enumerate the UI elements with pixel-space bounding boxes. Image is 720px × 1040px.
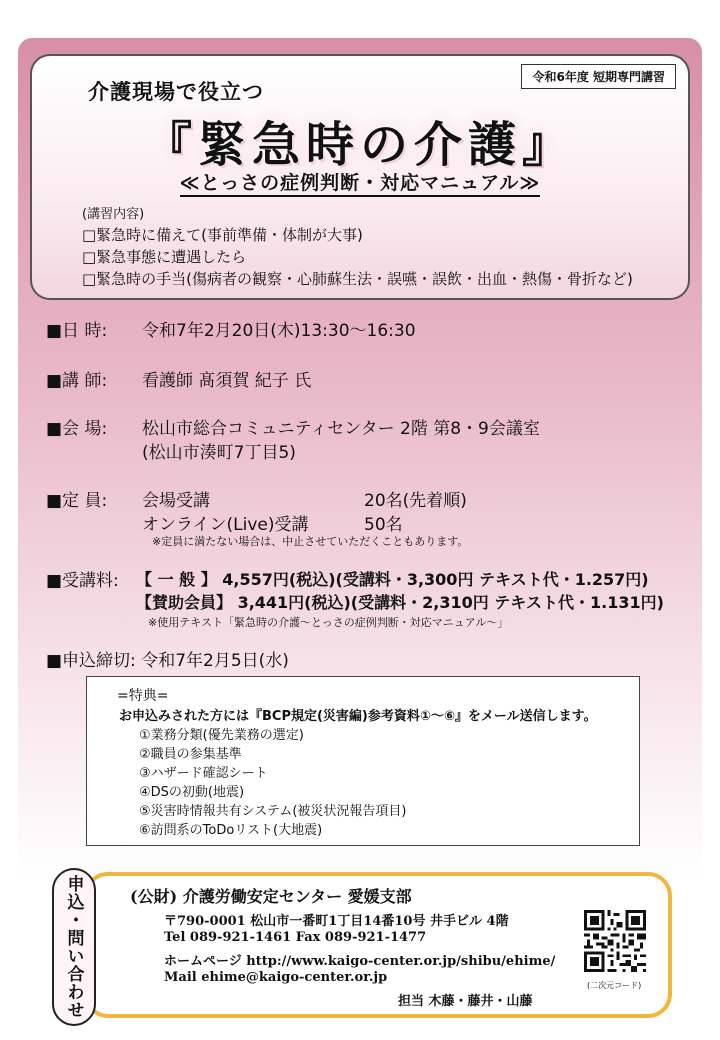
postal-address: 〒790-0001 松山市一番町1丁目14番10号 井手ビル 4階 bbox=[164, 914, 509, 929]
capacity-venue: 会場受講 bbox=[142, 491, 210, 511]
perks-list bbox=[139, 726, 407, 840]
capacity-online: オンライン(Live)受講 bbox=[142, 515, 309, 535]
course-contents bbox=[82, 206, 633, 290]
date-row bbox=[46, 316, 416, 341]
capacity-label: ■定 員: bbox=[46, 491, 108, 511]
perk-item: ⑤災害時情報共有システム(被災状況報告項目) bbox=[139, 804, 407, 819]
venue-address: (松山市湊町7丁目5) bbox=[142, 443, 296, 463]
contents-caption: (講習内容) bbox=[82, 207, 145, 222]
lead-text: 介護現場で役立つ bbox=[88, 80, 264, 104]
organization-name: (公財) 介護労働安定センター 愛媛支部 bbox=[130, 887, 412, 906]
fee-label: ■受講料: bbox=[46, 571, 119, 591]
apply-inquiry-label bbox=[52, 868, 96, 1026]
venue-row bbox=[46, 414, 540, 439]
subtitle-text: ≪とっさの症例判断・対応マニュアル≫ bbox=[180, 172, 541, 197]
perk-item: ④DSの初動(地震) bbox=[139, 785, 245, 800]
deadline-text: ■申込締切: 令和7年2月5日(水) bbox=[46, 651, 289, 671]
subtitle bbox=[32, 168, 688, 195]
apply-inquiry-text: 申込・問い合わせ bbox=[63, 875, 84, 1019]
title-panel bbox=[30, 54, 690, 300]
fee-member: 【賛助会員】 3,441円(税込)(受講料・2,310円 テキスト代・1.131円) bbox=[136, 593, 664, 612]
contents-item: □緊急時に備えて(事前準備・体制が大事) bbox=[82, 226, 363, 244]
staff-names: 担当 木藤・藤井・山藤 bbox=[398, 994, 533, 1009]
perk-item: ③ハザード確認シート bbox=[139, 766, 268, 781]
capacity-row bbox=[46, 486, 210, 511]
fee-note: ※使用テキスト「緊急時の介護〜とっさの症例判断・対応マニュアル〜」 bbox=[148, 616, 509, 629]
perks-lead: お申込みされた方には『BCP規定(災害編)参考資料①〜⑥』をメール送信します。 bbox=[119, 709, 597, 724]
perks-title: =特典= bbox=[117, 688, 169, 704]
deadline-row bbox=[46, 646, 289, 671]
venue-value: 松山市総合コミュニティセンター 2階 第8・9会議室 bbox=[142, 419, 540, 439]
qr-caption: (二次元コード) bbox=[587, 981, 642, 990]
contents-item: □緊急事態に遭遇したら bbox=[82, 248, 247, 266]
contents-item: □緊急時の手当(傷病者の観察・心肺蘇生法・誤嚥・誤飲・出血・熱傷・骨折など) bbox=[82, 270, 633, 288]
capacity-venue-num: 20名(先着順) bbox=[364, 491, 467, 511]
date-value: 令和7年2月20日(木)13:30〜16:30 bbox=[142, 321, 416, 341]
capacity-online-num: 50名 bbox=[364, 515, 403, 535]
lecturer-value: 看護師 髙須賀 紀子 氏 bbox=[142, 371, 312, 391]
venue-label: ■会 場: bbox=[46, 419, 108, 439]
perks-box bbox=[86, 676, 640, 846]
course-badge: 令和6年度 短期専門講習 bbox=[521, 64, 676, 89]
capacity-note: ※定員に満たない場合は、中止させていただくこともあります。 bbox=[152, 535, 469, 548]
perk-item: ①業務分類(優先業務の選定) bbox=[139, 728, 304, 743]
main-title: 『緊急時の介護』 bbox=[143, 117, 576, 173]
fee-general: 【 一 般 】 4,557円(税込)(受講料・3,300円 テキスト代・1.257円) bbox=[136, 570, 649, 589]
homepage-link[interactable]: ホームページ http://www.kaigo-center.or.jp/shibu/ehime/ bbox=[164, 954, 556, 969]
tel-fax: Tel 089-921-1461 Fax 089-921-1477 bbox=[164, 930, 427, 945]
perk-item: ②職員の参集基準 bbox=[139, 747, 242, 762]
lecturer-row bbox=[46, 366, 311, 391]
lecturer-label: ■講 師: bbox=[46, 371, 108, 391]
date-label: ■日 時: bbox=[46, 321, 108, 341]
fee-row bbox=[46, 566, 142, 591]
qr-code-icon[interactable] bbox=[584, 910, 646, 972]
email-link[interactable]: Mail ehime@kaigo-center.or.jp bbox=[164, 970, 388, 985]
perk-item: ⑥訪問系のToDoリスト(大地震) bbox=[139, 823, 323, 838]
